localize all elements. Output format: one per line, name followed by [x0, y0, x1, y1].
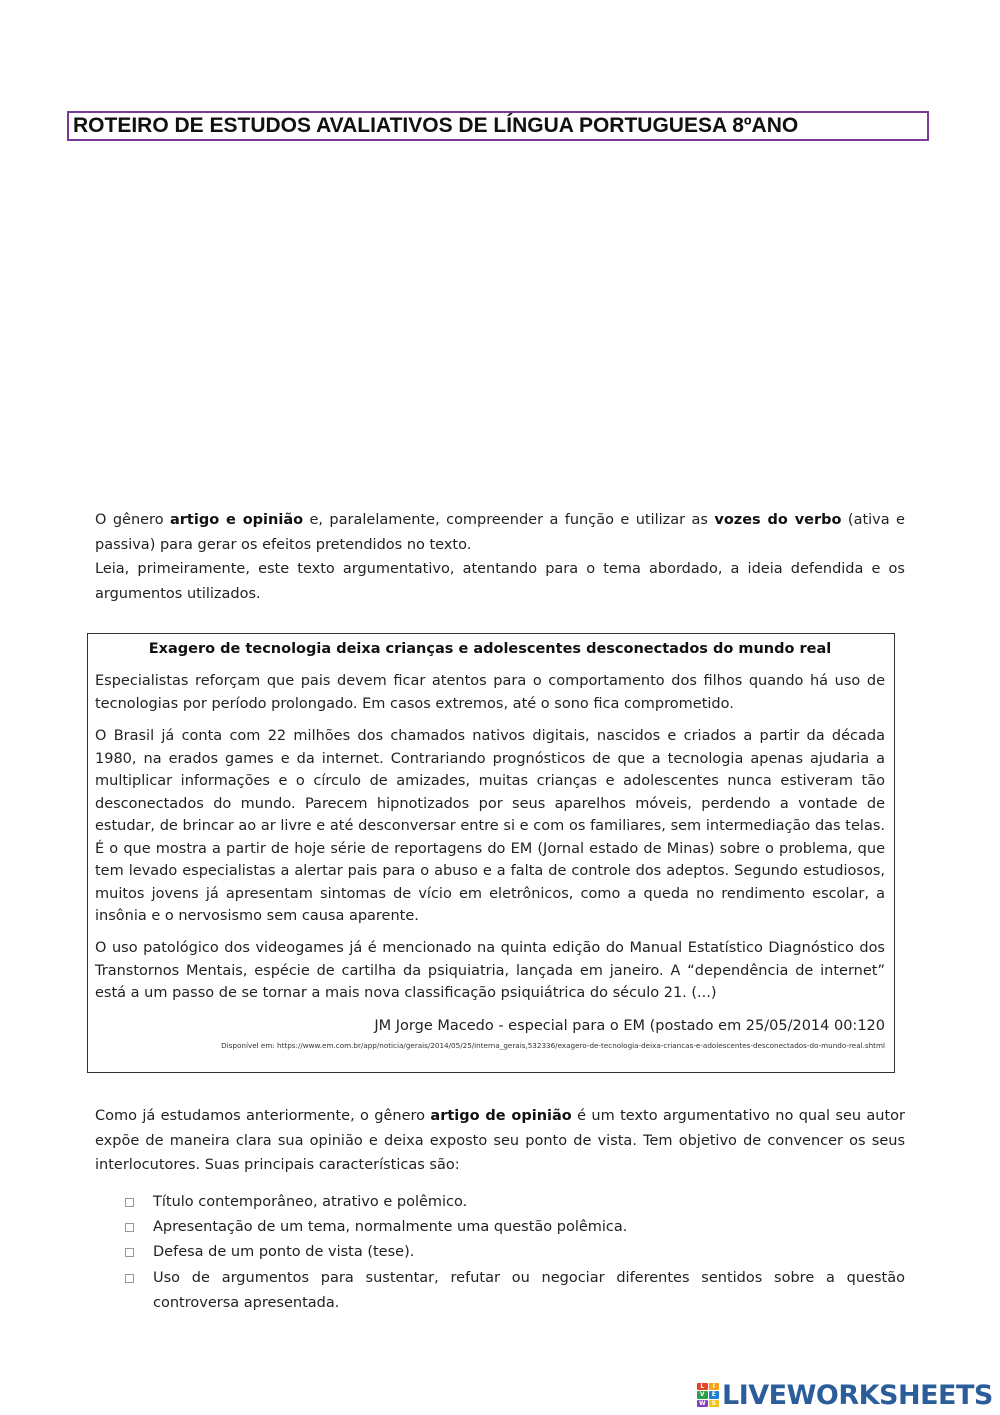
checkbox-bullet-icon	[125, 1223, 134, 1232]
intro-paragraph-2: Leia, primeiramente, este texto argumentativo, atentando para o tema abordado, a ideia defendida e os argumentos utilizados.	[95, 561, 905, 602]
summary-bold-genre: artigo de opinião	[430, 1108, 572, 1124]
intro-paragraph-1	[95, 508, 905, 557]
intro-text: O gênero	[95, 512, 170, 528]
list-item-text: Apresentação de um tema, normalmente uma questão polêmica.	[153, 1219, 628, 1235]
list-item-text: Defesa de um ponto de vista (tese).	[153, 1244, 415, 1260]
logo-text: LIVEWORKSHEETS	[722, 1379, 993, 1411]
logo-mark-letter: I	[709, 1383, 720, 1390]
list-item-text: Título contemporâneo, atrativo e polêmico.	[153, 1194, 468, 1210]
list-item	[125, 1190, 905, 1215]
logo-mark-icon	[697, 1383, 719, 1407]
article-title: Exagero de tecnologia deixa crianças e adolescentes desconectados do mundo real	[148, 641, 832, 657]
intro-text: (ativa e passiva) para gerar os efeitos pretendidos no texto.	[95, 512, 905, 553]
summary-text: Como já estudamos anteriormente, o gênero	[95, 1108, 431, 1124]
article-author: JM Jorge Macedo - especial para o EM (postado em 25/05/2014 00:120	[374, 1018, 885, 1034]
intro-bold-voices: vozes do verbo	[714, 512, 842, 528]
page-title: ROTEIRO DE ESTUDOS AVALIATIVOS DE LÍNGUA PORTUGUESA 8ºANO	[73, 114, 799, 137]
article-paragraph-2: O Brasil já conta com 22 milhões dos chamados nativos digitais, nascidos e criados a partir da década 1980, na erados games e da internet. Contrariando prognósticos de que a tecnologia apenas ajudaria a multiplicar informações e o círculo de amizades, muitas crianças e adolescentes nunca estiveram tão desconectados do mundo. Parecem hipnotizados por seus aparelhos móveis, perdendo a vontade de estudar, de brincar ao ar livre e até desconversar entre si e com os familiares, sem intermediação das telas. É o que mostra a partir de hoje série de reportagens do EM (Jornal estado de Minas) sobre o problema, que tem levado especialistas a alertar pais para o abuso e a falta de controle dos adeptos. Segundo estudiosos, muitos jovens já apresentam sintomas de vício em eletrônicos, como a queda no rendimento escolar, a insônia e o nervosismo sem causa aparente.	[95, 728, 885, 924]
intro-text: e, paralelamente, compreender a função e utilizar as	[303, 512, 715, 528]
article-paragraph-3: O uso patológico dos videogames já é mencionado na quinta edição do Manual Estatístico Diagnóstico dos Transtornos Mentais, espécie de cartilha da psiquiatria, lançada em janeiro. A “dependência de internet” está a um passo de se tornar a mais nova classificação psiquiátrica do século 21. (...)	[95, 940, 885, 1001]
list-item	[125, 1266, 905, 1315]
logo-mark-letter: E	[709, 1391, 720, 1398]
list-item	[125, 1240, 905, 1265]
checkbox-bullet-icon	[125, 1198, 134, 1207]
liveworksheets-logo[interactable]	[697, 1375, 993, 1415]
intro-bold-genre: artigo e opinião	[170, 512, 304, 528]
title-box	[67, 111, 929, 141]
article-source-link[interactable]: Disponível em: https://www.em.com.br/app/noticia/gerais/2014/05/25/interna_gerais,532336/exagero-de-tecnologia-deixa-criancas-e-adolescentes-desconectados-do-mundo-real.shtml	[221, 1041, 885, 1050]
list-item-text: Uso de argumentos para sustentar, refutar ou negociar diferentes sentidos sobre a questão controversa apresentada.	[153, 1270, 905, 1311]
list-item	[125, 1215, 905, 1240]
logo-mark-letter: L	[697, 1383, 708, 1390]
summary-paragraph	[95, 1104, 905, 1178]
summary-text: é um texto argumentativo no qual seu autor expõe de maneira clara sua opinião e deixa exposto seu ponto de vista. Tem objetivo de convencer os seus interlocutores. Suas principais características são:	[95, 1108, 906, 1173]
logo-mark-letter: S	[709, 1400, 720, 1407]
checkbox-bullet-icon	[125, 1248, 134, 1257]
logo-mark-letter: W	[698, 1399, 706, 1407]
logo-mark-letter: V	[697, 1391, 708, 1398]
article-paragraph-1: Especialistas reforçam que pais devem ficar atentos para o comportamento dos filhos quando há uso de tecnologias por período prolongado. Em casos extremos, até o sono fica comprometido.	[95, 673, 885, 712]
checkbox-bullet-icon	[125, 1274, 134, 1283]
